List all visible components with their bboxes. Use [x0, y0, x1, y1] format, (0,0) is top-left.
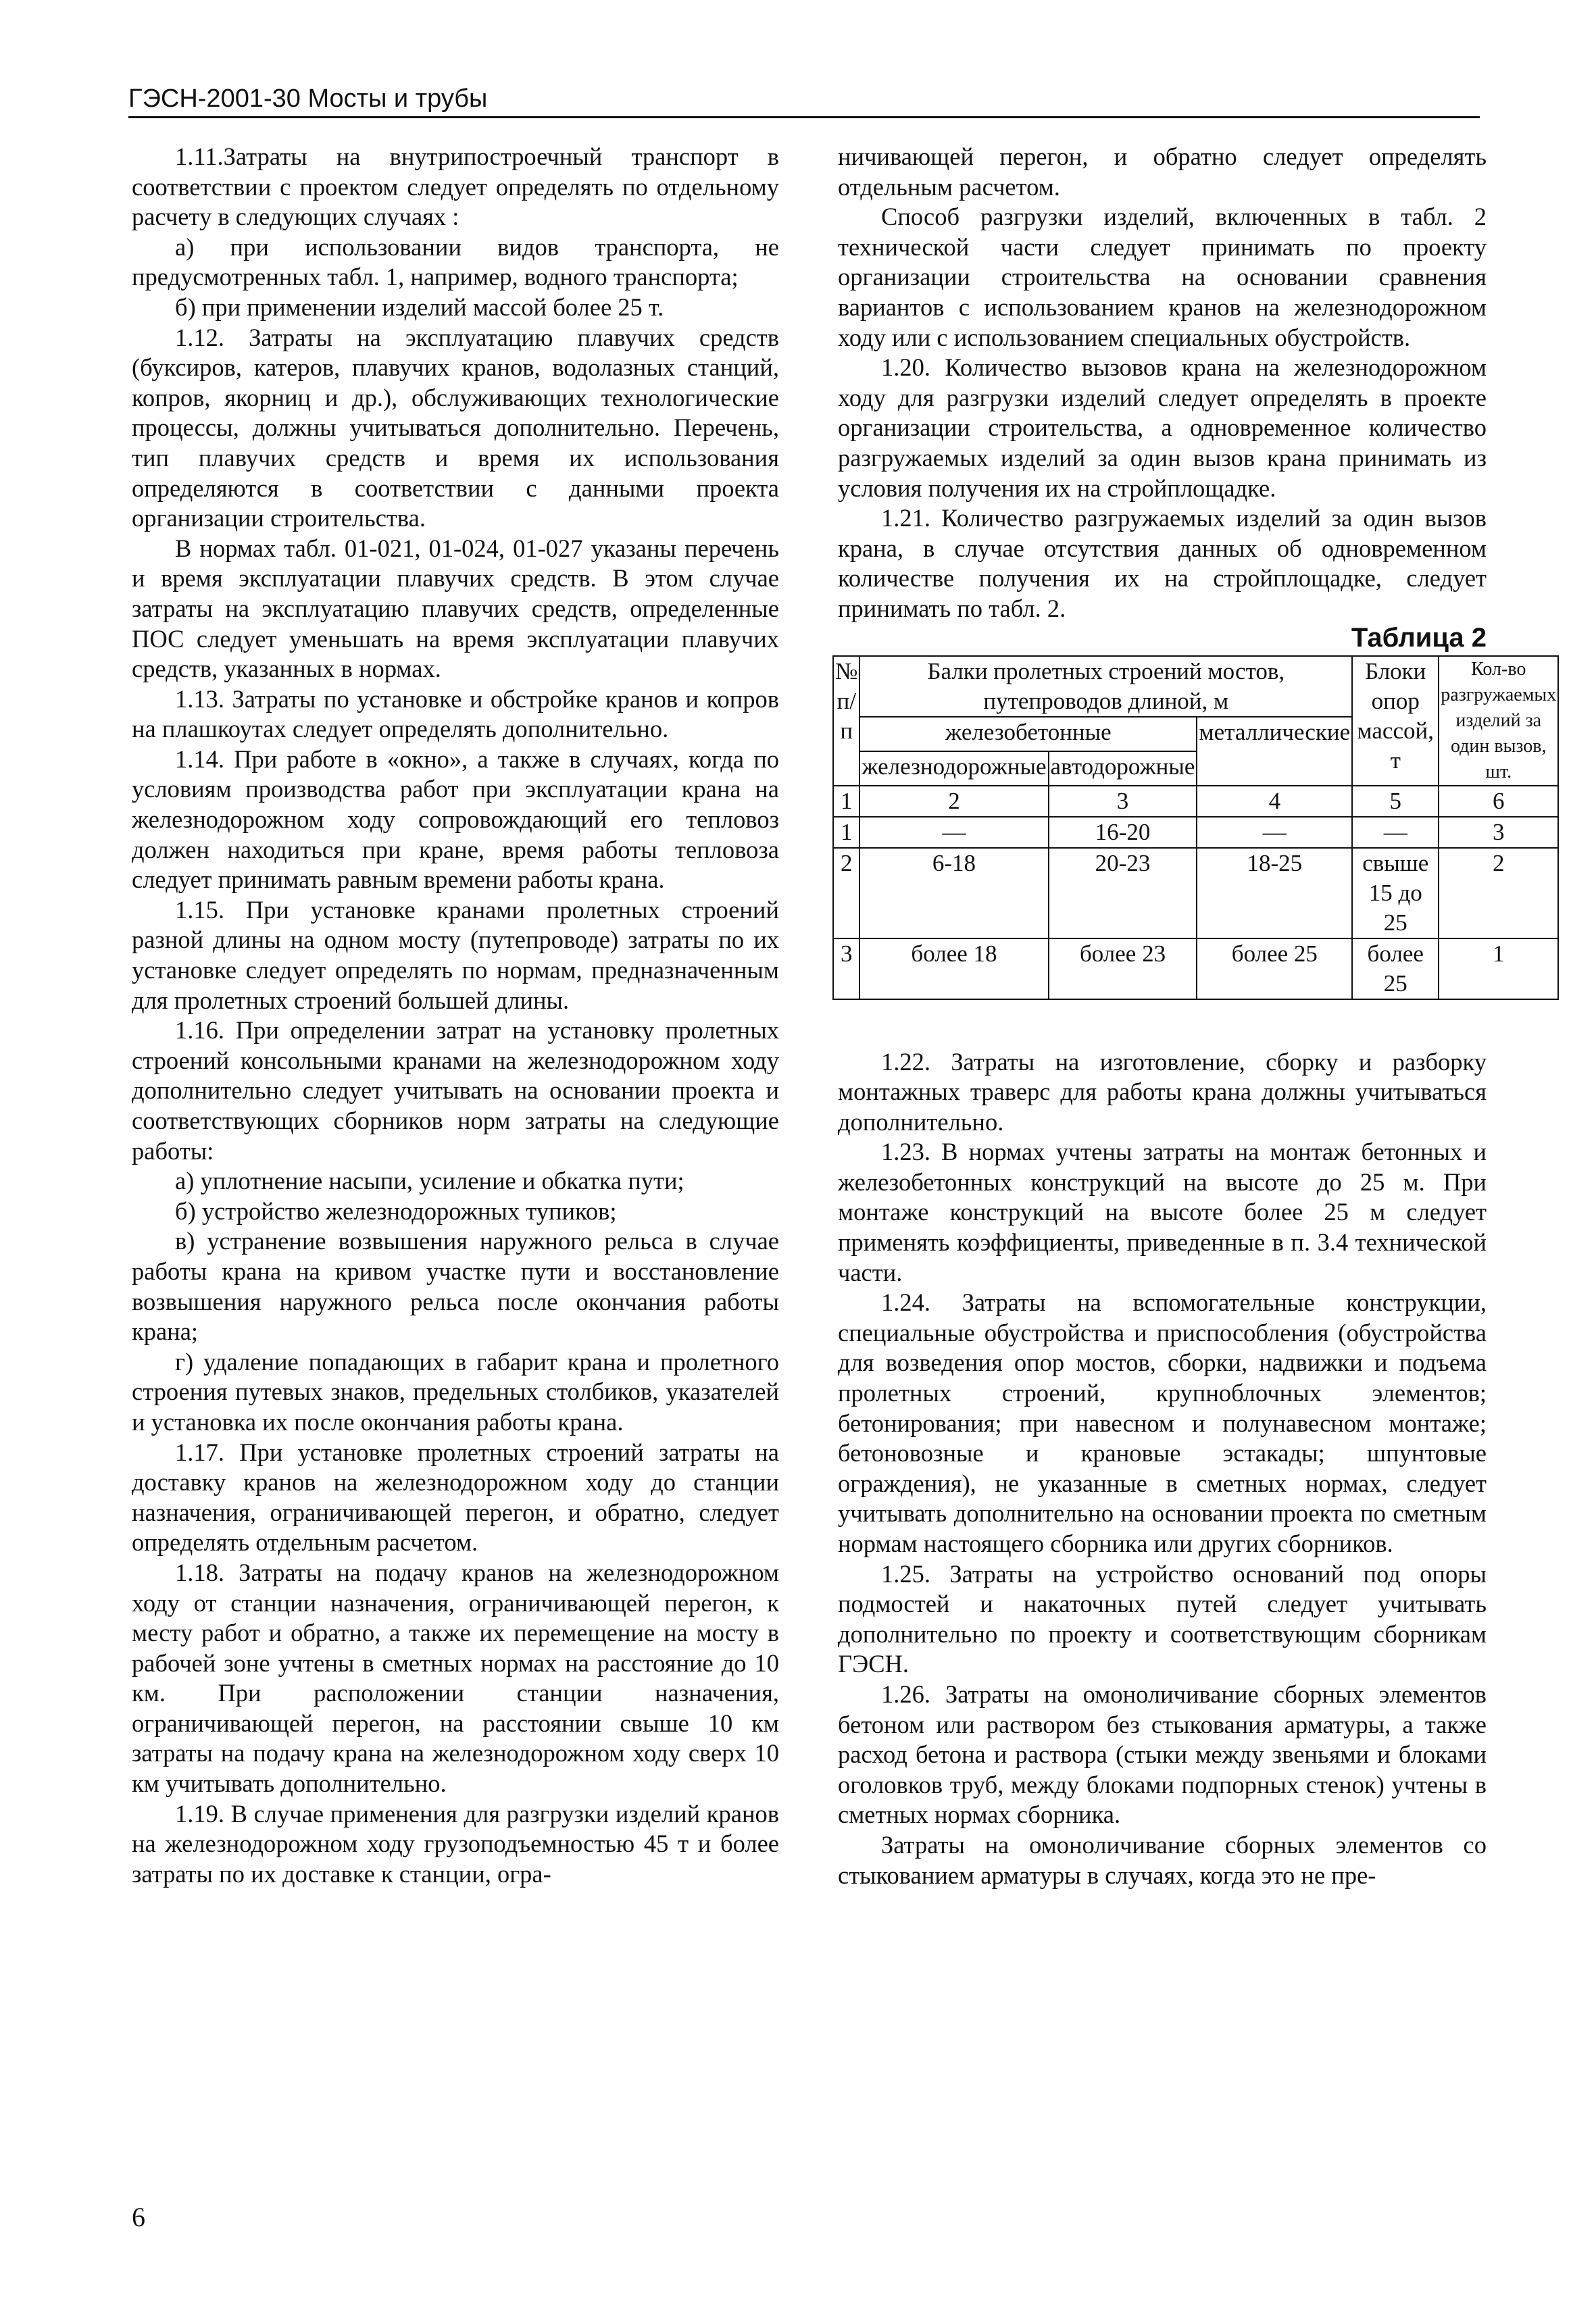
table-cell: 5 [1352, 786, 1439, 817]
table-cell: 3 [833, 938, 859, 999]
paragraph: Затраты на омоноличивание сборных элементов со стыкованием арматуры в случаях, когда это не пре- [838, 1830, 1487, 1889]
table-cell: 1 [1439, 938, 1558, 999]
column-number-row [833, 786, 1558, 817]
header-beams: Балки пролетных строений мостов, путепроводов длиной, м [859, 656, 1352, 717]
paragraph: 1.23. В нормах учтены затраты на монтаж бетонных и железобетонных конструкций на высоте до 25 м. При монтаже конструкций на высоте более 25 м следует применять коэффициенты, приведенные в п. 3.4 технической части. [838, 1138, 1487, 1286]
table-cell: более 23 [1049, 938, 1197, 999]
paragraph: 1.21. Количество разгружаемых изделий за один вызов крана, в случае отсутствия данных об одновременном количестве получения их на стройплощадке, следует принимать по табл. 2. [838, 504, 1487, 622]
table-cell: более 25 [1197, 938, 1352, 999]
table-cell: 3 [1049, 786, 1197, 817]
paragraph: 1.19. В случае применения для разгрузки изделий кранов на железнодорожном ходу грузоподъемностью 45 т и более затраты по их доставке к станции, огра- [132, 1799, 779, 1888]
table-cell: 3 [1439, 817, 1558, 848]
table-cell: свыше 15 до 25 [1352, 848, 1439, 938]
header-metal: металлические [1197, 717, 1352, 786]
table-cell: более 25 [1352, 938, 1439, 999]
page-header: ГЭСН-2001-30 Мосты и трубы [128, 82, 1480, 118]
header-reinforced-concrete: железобетонные [859, 717, 1197, 751]
paragraph: 1.20. Количество вызовов крана на железнодорожном ходу для разгрузки изделий следует определять в проекте организации строительства, а одновременное количество разгружаемых изделий за один вызов крана принимать из условия получения их на стройплощадке. [838, 353, 1487, 502]
table-cell: 6-18 [859, 848, 1048, 938]
table-cell: — [1352, 817, 1439, 848]
paragraph: 1.12. Затраты на эксплуатацию плавучих средств (буксиров, катеров, плавучих кранов, водолазных станций, копров, якорниц и др.), обслуживающих технологические процессы, должны учитываться дополнительно. Перечень, тип плавучих средств и время их использования определяются в соответствии с данными проекта организации строительства. [132, 323, 779, 532]
paragraph: 1.26. Затраты на омоноличивание сборных элементов бетоном или раствором без стыкования арматуры, а также расход бетона и раствора (стыки между звеньями и блоками оголовков труб, между блоками подпорных стенок) учтены в сметных нормах сборника. [838, 1680, 1487, 1829]
table-cell: — [1197, 817, 1352, 848]
table-row [833, 938, 1558, 999]
paragraph: 1.24. Затраты на вспомогательные конструкции, специальные обустройства и приспособления (обустройства для возведения опор мостов, сборки, надвижки и подъема пролетных строений, крупноблочных элементов; бетонирования; при навесном и полунавесном монтаже; бетоновозные и крановые эстакады; шпунтовые ограждения), не указанные в сметных нормах, следует учитывать дополнительно на основании проекта по сметным нормам настоящего сборника или других сборников. [838, 1288, 1487, 1557]
table-2 [832, 655, 1559, 1000]
table-cell: — [859, 817, 1048, 848]
paragraph: 1.18. Затраты на подачу кранов на железнодорожном ходу от станции назначения, ограничивающей перегон, к месту работ и обратно, а также их перемещение на мосту в рабочей зоне учтены в сметных нормах на расстояние до 10 км. При расположении станции назначения, ограничивающей перегон, на расстоянии свыше 10 км затраты на подачу крана на железнодорожном ходу сверх 10 км учитывать дополнительно. [132, 1558, 779, 1798]
table-cell: 6 [1439, 786, 1558, 817]
header-count: Кол-во разгружаемых изделий за один вызов, шт. [1439, 656, 1558, 786]
paragraph: В нормах табл. 01-021, 01-024, 01-027 указаны перечень и время эксплуатации плавучих средств. В этом случае затраты на эксплуатацию плавучих средств, определенные ПОС следует уменьшать на время эксплуатации плавучих средств, указанных в нормах. [132, 534, 779, 683]
right-column [835, 142, 1557, 1890]
table-cell: 1 [833, 786, 859, 817]
paragraph: 1.11.Затраты на внутрипостроечный транспорт в соответствии с проектом следует определять по отдельному расчету в следующих случаях : [132, 143, 779, 231]
table-cell: 2 [859, 786, 1048, 817]
page-number: 6 [132, 2202, 145, 2232]
paragraph: 1.13. Затраты по установке и обстройке кранов и копров на плашкоутах следует определять дополнительно. [132, 684, 779, 743]
paragraph: 1.16. При определении затрат на установку пролетных строений консольными кранами на железнодорожном ходу дополнительно следует учитывать на основании проекта и соответствующих сборников норм затраты на следующие работы: [132, 1016, 779, 1165]
table-cell: 16-20 [1049, 817, 1197, 848]
paragraph: 1.22. Затраты на изготовление, сборку и разборку монтажных траверс для работы крана должны учитываться дополнительно. [838, 1047, 1487, 1136]
left-column [132, 142, 779, 1889]
paragraph: 1.25. Затраты на устройство оснований под опоры подмостей и накаточных путей следует учитывать дополнительно по проекту и соответствующим сборникам ГЭСН. [838, 1559, 1487, 1678]
paragraph: б) при применении изделий массой более 25 т. [175, 293, 664, 321]
table-cell: 2 [1439, 848, 1558, 938]
header-number: № п/п [833, 656, 859, 786]
paragraph: г) удаление попадающих в габарит крана и пролетного строения путевых знаков, предельных столбиков, указателей и установка их после окончания работы крана. [132, 1347, 779, 1436]
header-railway: железнодорожные [859, 751, 1048, 786]
table-title: Таблица 2 [1351, 622, 1487, 653]
header-blocks: Блоки опор массой, т [1352, 656, 1439, 786]
table-cell: 1 [833, 817, 859, 848]
table-cell: 2 [833, 848, 859, 938]
paragraph: 1.15. При установке кранами пролетных строений разной длины на одном мосту (путепроводе) затраты по их установке следует определять по нормам, предназначенным для пролетных строений большей длины. [132, 895, 779, 1014]
table-cell: более 18 [859, 938, 1048, 999]
paragraph: а) при использовании видов транспорта, не предусмотренных табл. 1, например, водного транспорта; [132, 232, 779, 291]
table-cell: 4 [1197, 786, 1352, 817]
header-road: автодорожные [1049, 751, 1197, 786]
paragraph: ничивающей перегон, и обратно следует определять отдельным расчетом. [838, 143, 1487, 201]
table-row [833, 848, 1558, 938]
table-row [833, 817, 1558, 848]
table-cell: 18-25 [1197, 848, 1352, 938]
paragraph: б) устройство железнодорожных тупиков; [175, 1197, 617, 1225]
paragraph: 1.14. При работе в «окно», а также в случаях, когда по условиям производства работ при эксплуатации крана на железнодорожном ходу сопровождающий его тепловоз должен находиться при кране, время работы тепловоза следует принимать равным времени работы крана. [132, 745, 779, 894]
paragraph: 1.17. При установке пролетных строений затраты на доставку кранов на железнодорожном ходу до станции назначения, ограничивающей перегон, и обратно, следует определять отдельным расчетом. [132, 1438, 779, 1557]
paragraph: в) устранение возвышения наружного рельса в случае работы крана на кривом участке пути и восстановление возвышения наружного рельса после окончания работы крана; [132, 1227, 779, 1346]
paragraph: Способ разгрузки изделий, включенных в табл. 2 технической части следует принимать по проекту организации строительства на основании сравнения вариантов с использованием кранов на железнодорожном ходу или с использованием специальных обустройств. [838, 203, 1487, 351]
paragraph: а) уплотнение насыпи, усиление и обкатка пути; [175, 1167, 684, 1195]
table-cell: 20-23 [1049, 848, 1197, 938]
